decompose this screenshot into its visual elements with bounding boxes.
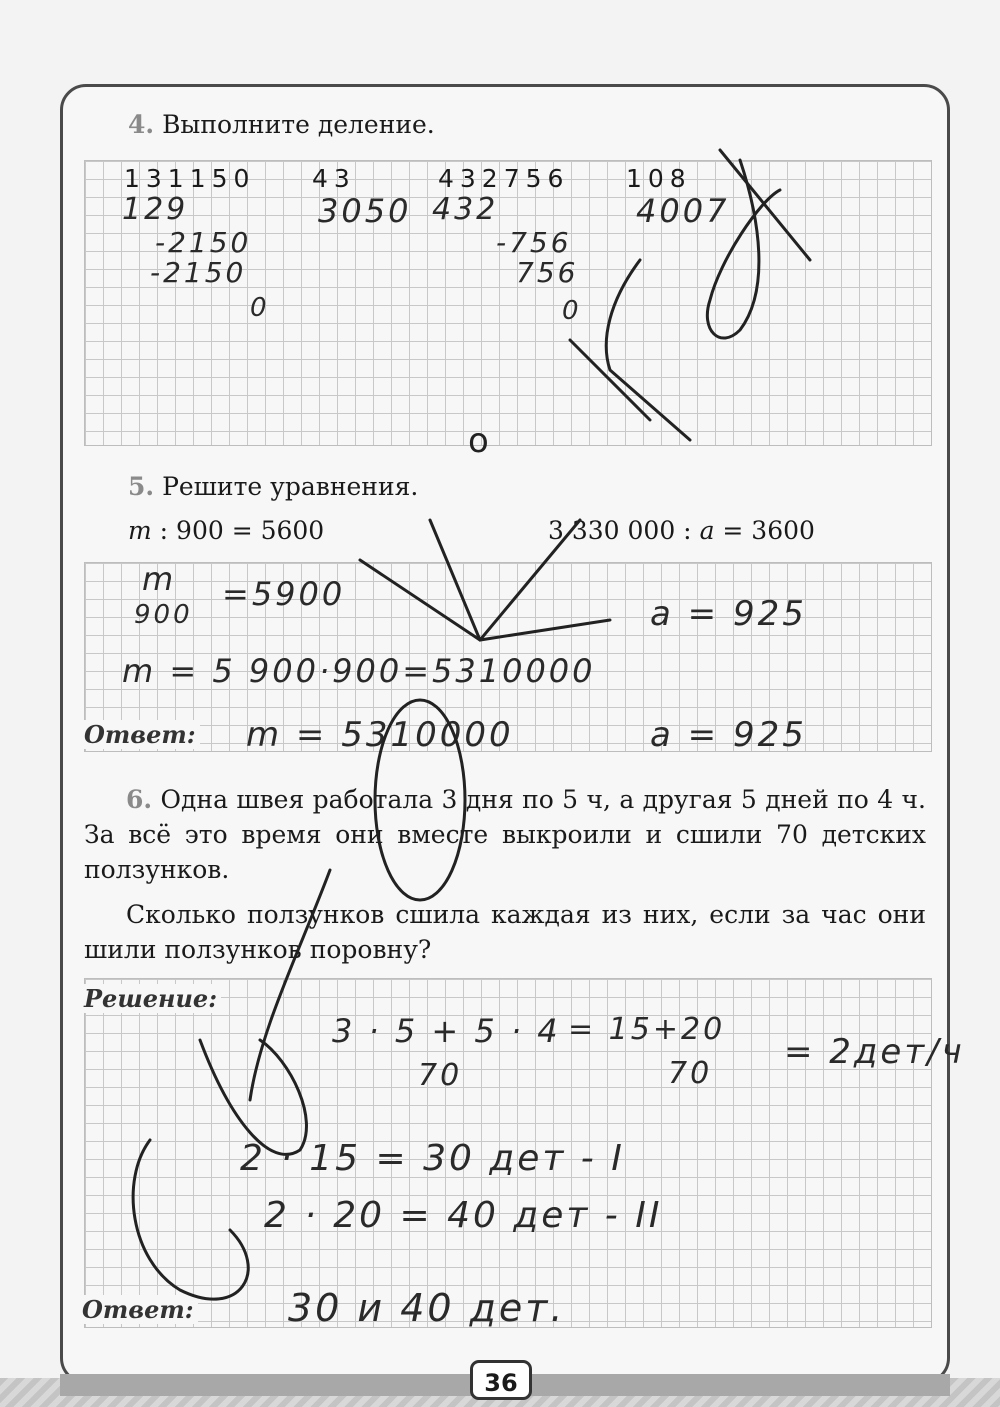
division2-divisor: 108 [626, 164, 692, 193]
task4-number: 4. [128, 110, 155, 139]
hw-s-line1-mid: = 15+20 [568, 1012, 726, 1047]
scribble-letter: o [468, 421, 489, 461]
hw-d2-rem1: -756 [496, 226, 572, 259]
task5-title-text: Решите уравнения. [162, 472, 419, 501]
task6-text2: Сколько ползунков сшила каждая из них, если за час они шили ползунков поровну? [84, 900, 926, 964]
hw-line2: m = 5 900·900=5310000 [122, 652, 596, 690]
hw-a-eq: a = 925 [650, 594, 807, 634]
hw-s-line1: 3 · 5 + 5 · 4 [332, 1012, 561, 1050]
equation-2-var: a [699, 516, 715, 545]
equation-2-lead: 3 330 000 : [548, 516, 700, 545]
task4-title [128, 110, 435, 139]
task6-problem [84, 782, 926, 967]
hw-d2-sub1: 432 [432, 192, 499, 227]
equation-2 [548, 516, 815, 545]
division2-dividend: 432756 [438, 164, 570, 193]
equation-2-rest: = 3600 [714, 516, 815, 545]
hw-d1-quotient: 3050 [318, 192, 412, 230]
hw-frac-den: 900 [134, 600, 193, 630]
hw-d1-sub1: 129 [122, 192, 189, 227]
hw-d1-rem1: -2150 [155, 226, 252, 259]
page-number: 36 [470, 1360, 532, 1400]
hw-s-line1-res: = 2дет/ч [784, 1032, 965, 1072]
division1-divisor: 43 [312, 164, 356, 193]
hw-frac-eq: =5900 [222, 575, 346, 613]
task5-number: 5. [128, 472, 155, 501]
hw-d1-zero: 0 [250, 293, 270, 323]
hw-d1-sub2: -2150 [150, 256, 247, 289]
hw-s-answer: 30 и 40 дет. [288, 1286, 566, 1330]
hw-answer-m: m = 5310000 [246, 715, 514, 755]
hw-s-line3: 2 · 20 = 40 дет - II [264, 1195, 663, 1236]
hw-frac-num: m [142, 560, 177, 598]
task6-answer-label: Ответ: [78, 1295, 198, 1324]
hw-answer-a: a = 925 [650, 715, 807, 755]
equation-1-rest: : 900 = 5600 [151, 516, 325, 545]
task4-title-text: Выполните деление. [162, 110, 435, 139]
equation-1 [128, 516, 324, 545]
task5-title [128, 472, 418, 501]
equation-1-var: m [128, 516, 152, 545]
task6-text1-body: Одна швея работала 3 дня по 5 ч, а другая 5 дней по 4 ч. За всё это время они вместе выкроили и сшили 70 детских ползунков. [84, 785, 926, 884]
task5-answer-label: Ответ: [80, 720, 200, 749]
task6-number: 6. [126, 785, 153, 814]
hw-s-line2: 2 · 15 = 30 дет - I [240, 1138, 625, 1179]
hw-s-line1-den: 70 [418, 1058, 463, 1093]
task6-solution-label: Решение: [80, 984, 221, 1013]
task4-grid [84, 160, 932, 446]
task6-text1 [84, 782, 926, 887]
hw-d2-quotient: 4007 [636, 192, 730, 230]
hw-d2-sub2: 756 [516, 256, 579, 289]
hw-d2-zero: 0 [562, 296, 582, 326]
hw-s-line1-mid-den: 70 [668, 1056, 713, 1091]
division1-dividend: 131150 [124, 164, 256, 193]
